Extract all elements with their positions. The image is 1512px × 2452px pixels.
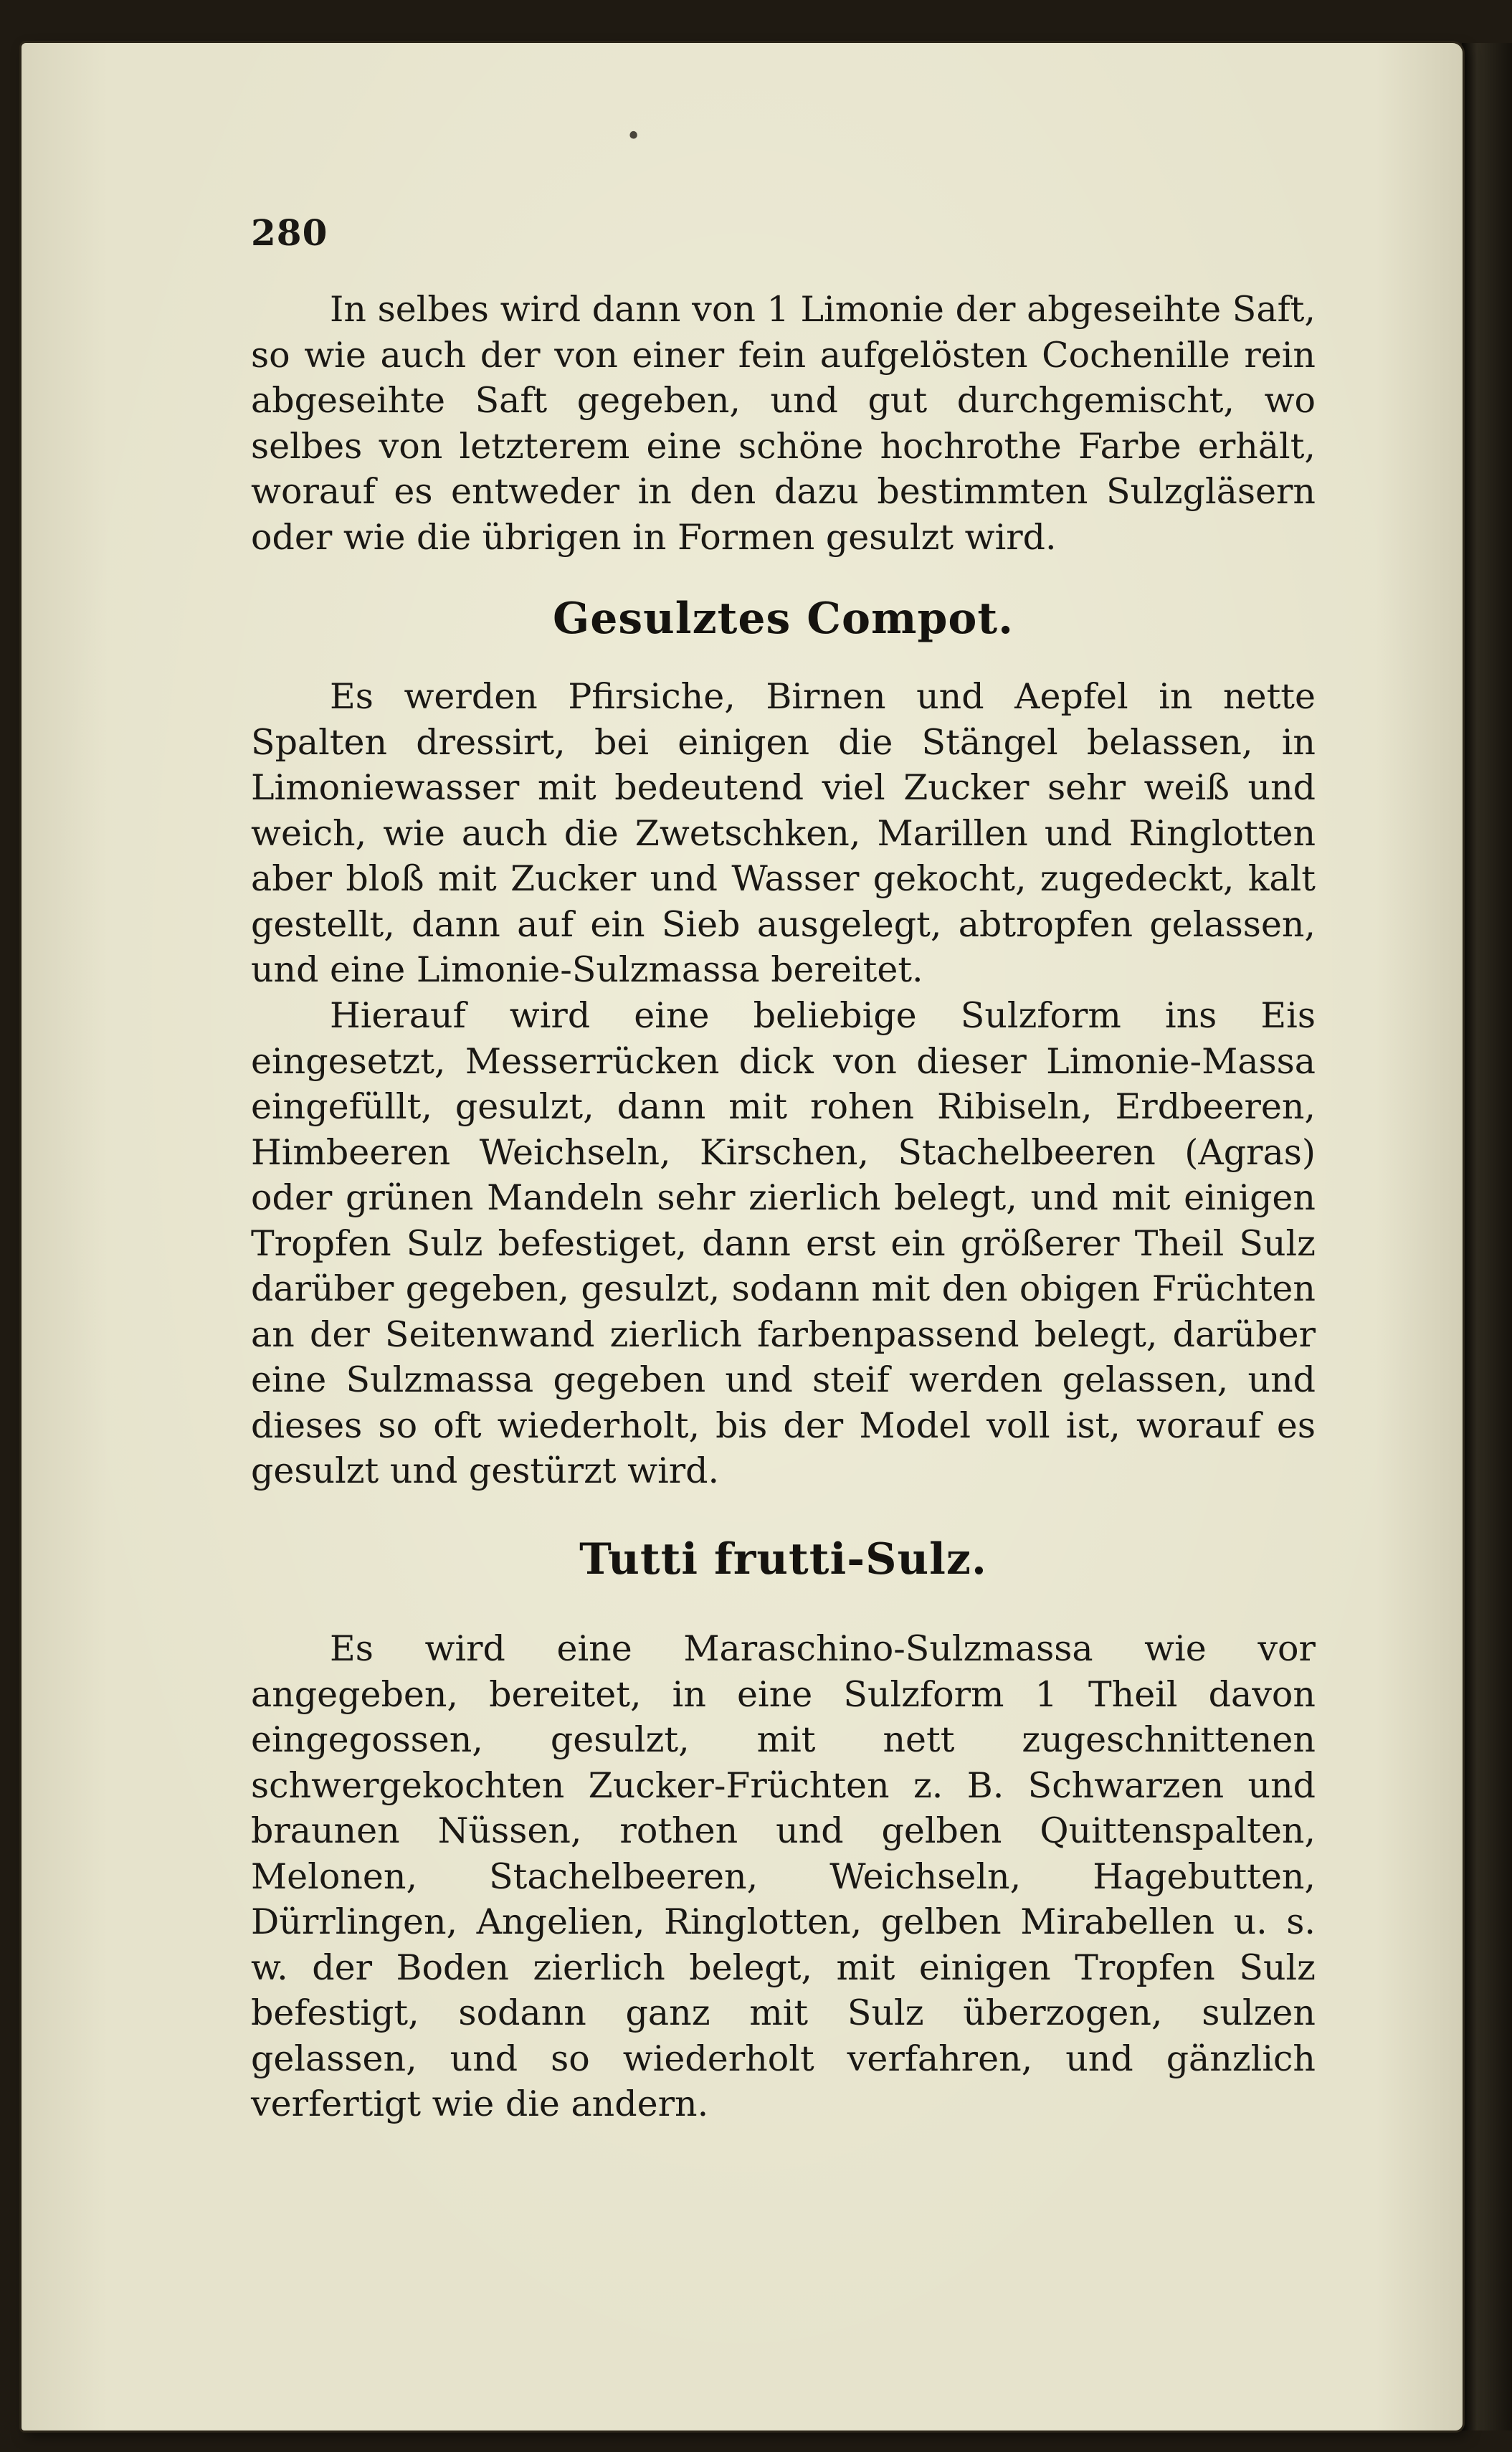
paragraph-continuation: In selbes wird dann von 1 Limonie der abgeseihte Saft, so wie auch der von einer fein aufgelösten Cochenille rein abgeseihte Saft gegeben, und gut durchgemischt, wo selbes von letzterem eine schöne hochrothe Farbe erhält, worauf es entweder in den dazu bestimmten Sulzgläsern oder wie die übrigen in Formen gesulzt wird.: [251, 289, 1316, 558]
paragraph-tutti-frutti: Es wird eine Maraschino-Sulzmassa wie vor angegeben, bereitet, in eine Sulzform 1 Theil davon eingegossen, gesulzt, mit nett zugeschnittenen schwergekochten Zucker-Früchten z. B. Schwarzen und braunen Nüssen, rothen und gelben Quittenspalten, Melonen, Stachelbeeren, Weichseln, Hagebutten, Dürrlingen, Angelien, Ringlotten, gelben Mirabellen u. s. w. der Boden zierlich belegt, mit einigen Tropfen Sulz befestigt, sodann ganz mit Sulz überzogen, sulzen gelassen, und so wiederholt verfahren, und gänzlich verfertigt wie die andern.: [251, 1628, 1316, 2124]
paragraph-compot-method: Hierauf wird eine beliebige Sulzform ins Eis eingesetzt, Messerrücken dick von dieser Limonie-Massa eingefüllt, gesulzt, dann mit rohen Ribiseln, Erdbeeren, Himbeeren Weichseln, Kirschen, Stachelbeeren (Agras) oder grünen Mandeln sehr zierlich belegt, und mit einigen Tropfen Sulz befestiget, dann erst ein größerer Theil Sulz darüber gegeben, gesulzt, sodann mit den obigen Früchten an der Seitenwand zierlich farbenpassend belegt, darüber eine Sulzmassa gegeben und steif werden gelassen, und dieses so oft wiederholt, bis der Model voll ist, worauf es gesulzt und gestürzt wird.: [251, 995, 1316, 1491]
heading-gesulztes-compot: Gesulztes Compot.: [552, 594, 1014, 644]
heading-tutti-frutti-sulz: Tutti frutti-Sulz.: [579, 1534, 987, 1584]
page-edge-shadow: [1462, 43, 1512, 2430]
paragraph-compot-intro: Es werden Pfirsiche, Birnen und Aepfel in nette Spalten dressirt, bei einigen die Stängel belassen, in Limoniewasser mit bedeutend viel Zucker sehr weiß und weich, wie auch die Zwetschken, Marillen und Ringlotten aber bloß mit Zucker und Wasser gekocht, zugedeckt, kalt gestellt, dann auf ein Sieb ausgelegt, abtropfen gelassen, und eine Limonie-Sulzmassa bereitet.: [251, 676, 1316, 990]
page-number: 280: [251, 212, 328, 254]
printer-mark: •: [626, 122, 642, 151]
